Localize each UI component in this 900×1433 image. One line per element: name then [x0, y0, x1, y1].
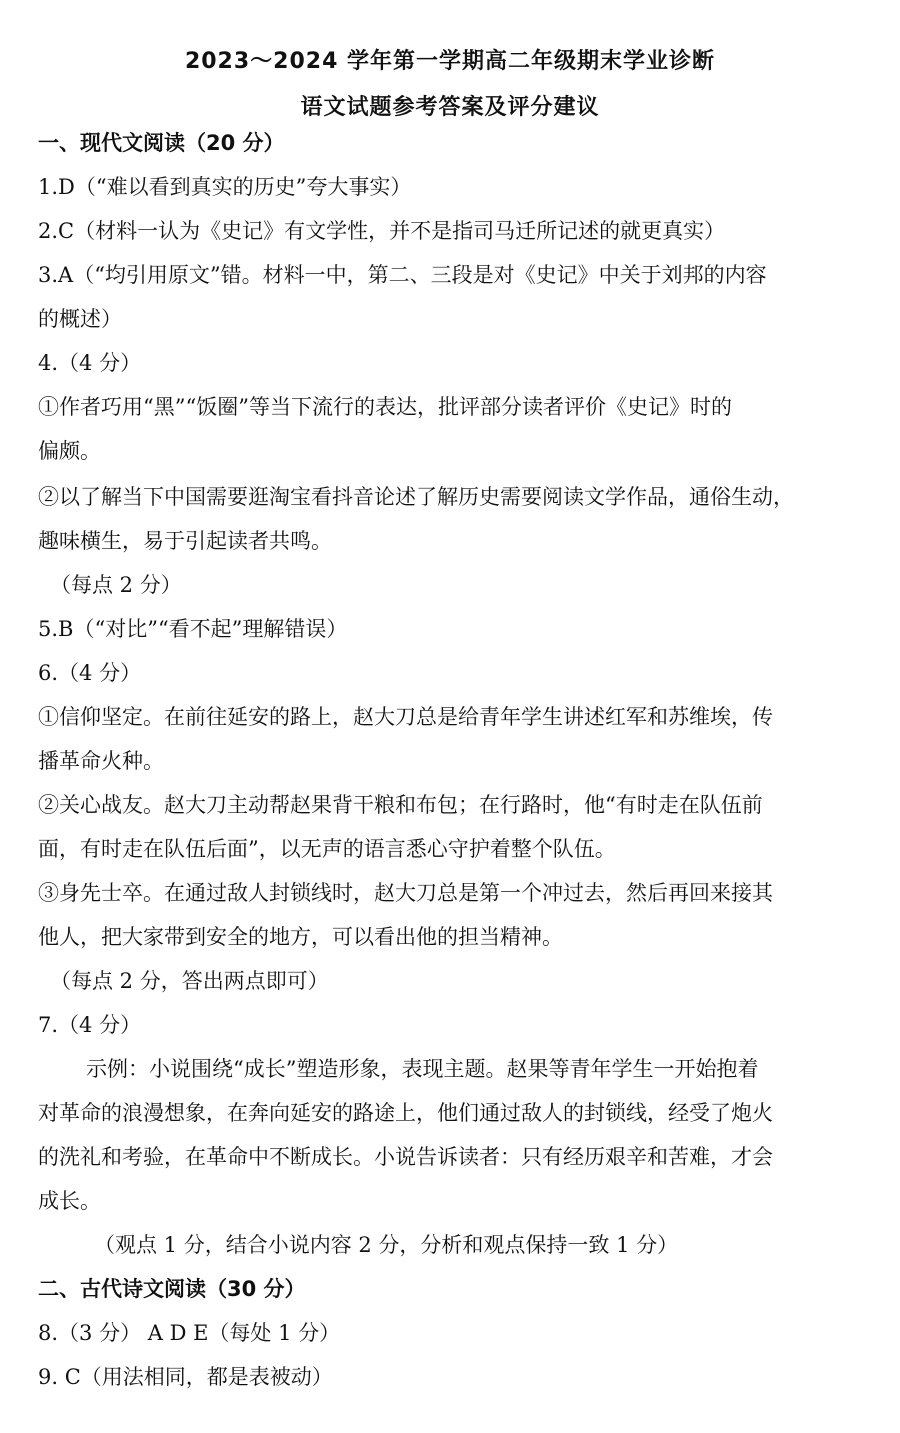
answer-line: 8.（3 分） A D E（每处 1 分） — [38, 1321, 341, 1345]
answer-line: ②以了解当下中国需要逛淘宝看抖音论述了解历史需要阅读文学作品，通俗生动， — [38, 485, 794, 509]
answer-line: 示例：小说围绕“成长”塑造形象，表现主题。赵果等青年学生一开始抱着 — [86, 1057, 759, 1081]
answer-line: 偏颇。 — [38, 439, 101, 463]
answer-line: 7.（4 分） — [38, 1013, 142, 1037]
document-subtitle: 语文试题参考答案及评分建议 — [300, 95, 600, 120]
answer-line: 6.（4 分） — [38, 661, 142, 685]
answer-line: 趣味横生，易于引起读者共鸣。 — [38, 529, 332, 553]
answer-line: 5.B（“对比”“看不起”理解错误） — [38, 617, 348, 641]
answer-line: 的概述） — [38, 307, 122, 331]
answer-line: 9. C（用法相同，都是表被动） — [38, 1365, 333, 1389]
answer-line: ①信仰坚定。在前往延安的路上，赵大刀总是给青年学生讲述红军和苏维埃，传 — [38, 705, 773, 729]
answer-line: ②关心战友。赵大刀主动帮赵果背干粮和布包；在行路时，他“有时走在队伍前 — [38, 793, 763, 817]
answer-line: ①作者巧用“黑”“饭圈”等当下流行的表达，批评部分读者评价《史记》时的 — [38, 395, 732, 419]
answer-line: 对革命的浪漫想象，在奔向延安的路途上，他们通过敌人的封锁线，经受了炮火 — [38, 1101, 773, 1125]
answer-line: 播革命火种。 — [38, 749, 164, 773]
answer-line: 面，有时走在队伍后面”，以无声的语言悉心守护着整个队伍。 — [38, 837, 616, 861]
document-title: 2023～2024 学年第一学期高二年级期末学业诊断 — [184, 49, 716, 74]
answer-line: 他人，把大家带到安全的地方，可以看出他的担当精神。 — [38, 925, 563, 949]
answer-line: 成长。 — [38, 1189, 101, 1213]
answer-line: ③身先士卒。在通过敌人封锁线时，赵大刀总是第一个冲过去，然后再回来接其 — [38, 881, 773, 905]
answer-line: 4.（4 分） — [38, 351, 142, 375]
answer-line: 1.D（“难以看到真实的历史”夸大事实） — [38, 175, 412, 199]
score-note: （观点 1 分，结合小说内容 2 分，分析和观点保持一致 1 分） — [94, 1233, 679, 1257]
answer-line: 的洗礼和考验，在革命中不断成长。小说告诉读者：只有经历艰辛和苦难，才会 — [38, 1145, 773, 1169]
score-note: （每点 2 分） — [50, 573, 182, 597]
answer-line: 3.A（“均引用原文”错。材料一中，第二、三段是对《史记》中关于刘邦的内容 — [38, 263, 767, 287]
section-heading-ancient-reading: 二、古代诗文阅读（30 分） — [38, 1277, 306, 1301]
section-heading-modern-reading: 一、现代文阅读（20 分） — [38, 131, 285, 155]
score-note: （每点 2 分，答出两点即可） — [50, 969, 329, 993]
answer-line: 2.C（材料一认为《史记》有文学性，并不是指司马迁所记述的就更真实） — [38, 219, 726, 243]
